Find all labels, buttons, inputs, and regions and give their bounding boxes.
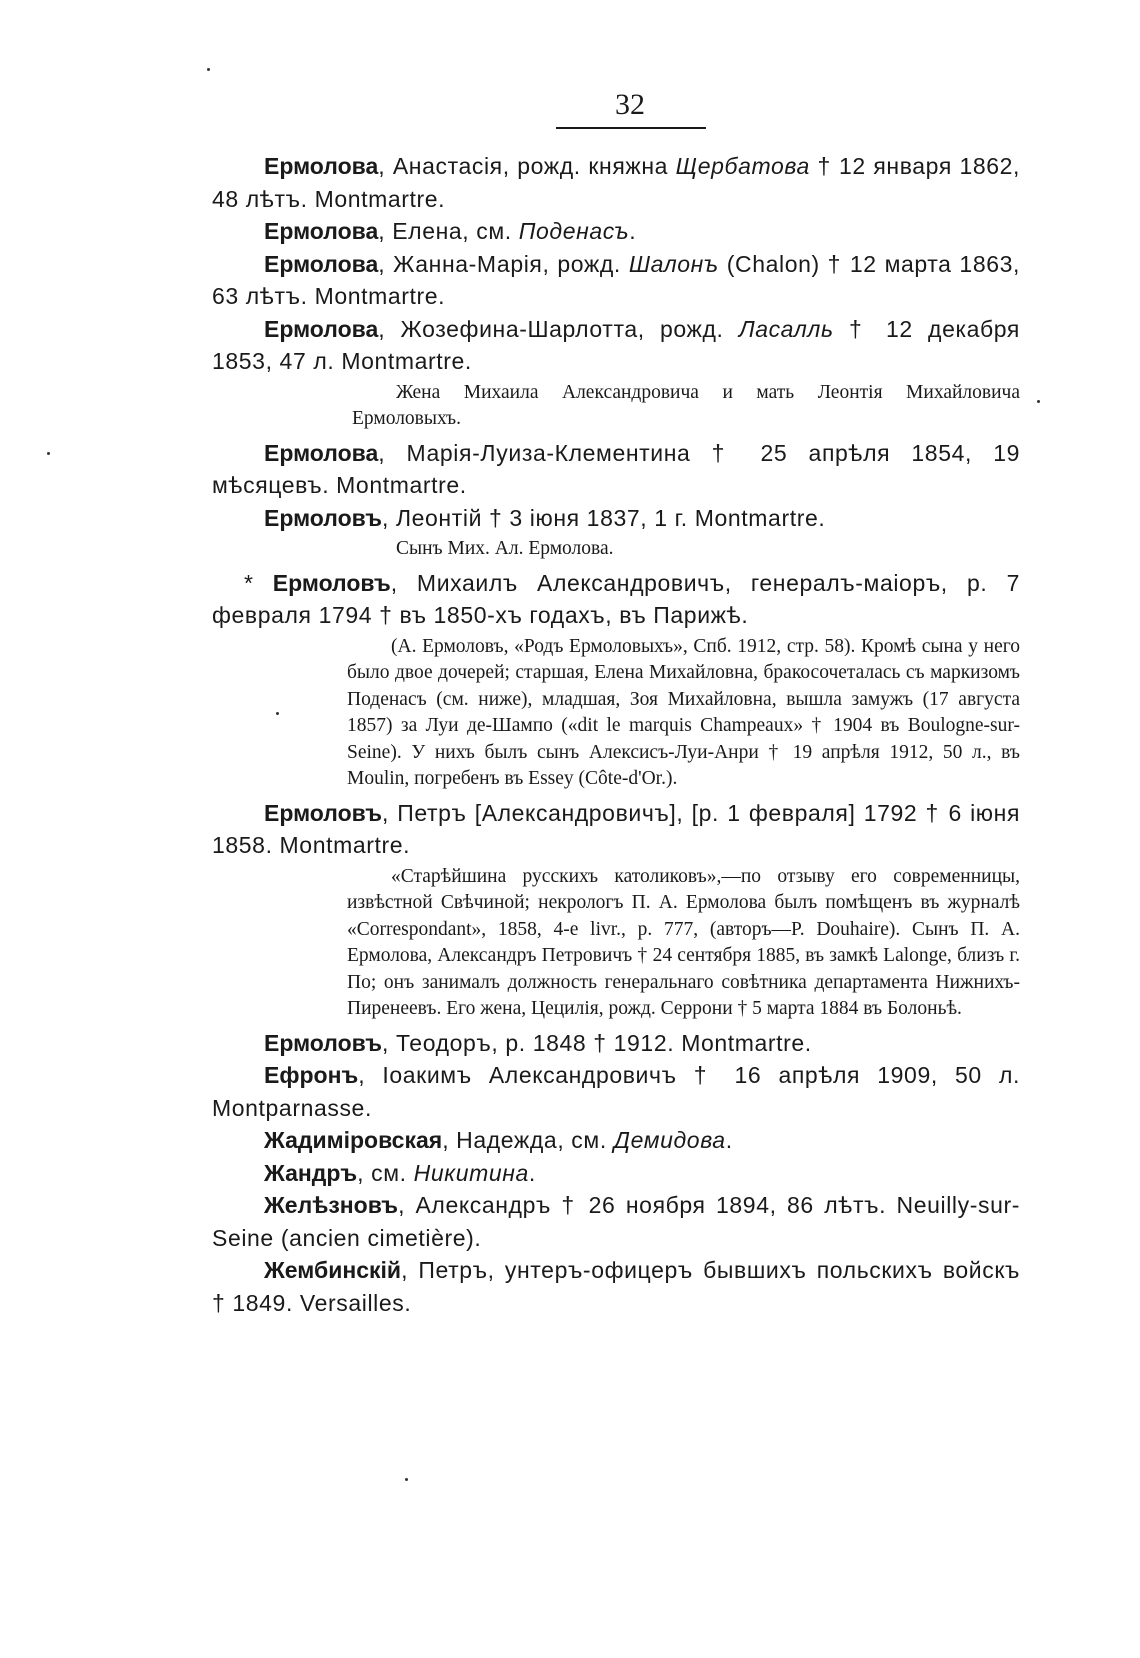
entry-name: Ермолова — [264, 218, 379, 244]
scan-speck — [1037, 400, 1040, 403]
entries-column — [212, 150, 1020, 1319]
entry: Ермоловъ, Петръ [Александровичъ], [р. 1 февраля] 1792 † 6 іюня 1858. Montmartre. — [212, 799, 1020, 858]
entry-name: Ермолова — [264, 315, 379, 342]
entry: * Ермоловъ, Михаилъ Александровичъ, генералъ-маіоръ, р. 7 февраля 1794 † въ 1850-хъ годахъ, въ Парижѣ. — [212, 569, 1020, 628]
entry: Ермолова, Марія-Луиза-Клементина † 25 апрѣля 1854, 19 мѣсяцевъ. Montmartre. — [212, 439, 1020, 498]
entry-note: «Старѣйшина русскихъ католиковъ»,—по отзыву его современницы, извѣстной Свѣчиной; некрологъ П. А. Ермолова былъ помѣщенъ въ журналѣ «Correspondant», 1858, 4-е livr., p. 777, (авторъ—P. Douhaire). Сынъ П. А. Ермолова, Александръ Петровичъ † 24 сентября 1885, въ замкѣ Lalonge, близъ г. По; онъ занималъ должность генеральнаго совѣтника департамента Нижнихъ-Пиренеевъ. Его жена, Цецилія, рожд. Серрони † 5 марта 1884 въ Болоньѣ. — [347, 865, 1020, 1019]
scan-speck — [207, 68, 210, 71]
entry: Ермолова, Анастасія, рожд. княжна Щербатова † 12 января 1862, 48 лѣтъ. Montmartre. — [212, 153, 1021, 212]
entry: Жембинскій, Петръ, унтеръ-офицеръ бывшихъ польскихъ войскъ † 1849. Versailles. — [212, 1257, 1020, 1316]
entry-name: Желѣзновъ — [264, 1192, 399, 1218]
entry-name: Ермолова — [264, 439, 379, 466]
entry-note: (А. Ермоловъ, «Родъ Ермоловыхъ», Спб. 1912, стр. 58). Кромѣ сына у него было двое дочерей; старшая, Елена Михайловна, бракосочеталась съ маркизомъ Поденасъ (см. ниже), младшая, Зоя Михайловна, вышла замужъ (17 августа 1857) за Луи де-Шампо («dit le marquis Champeaux» † 1904 въ Boulogne-sur-Seine). У нихъ былъ сынъ Алексисъ-Луи-Анри † 19 апрѣля 1912, 50 л., въ Moulin, погребенъ въ Essey (Côte-d'Or.). — [347, 635, 1020, 789]
entry-italic-name: Поденасъ — [518, 218, 630, 244]
asterisk-marker: * — [244, 569, 273, 596]
entry-note: Жена Михаила Александровича и мать Леонтія Михайловича Ермоловыхъ. — [352, 381, 1020, 429]
page-number: 32 — [615, 88, 645, 121]
entry: Ефронъ, Іоакимъ Александровичъ † 16 апрѣля 1909, 50 л. Montparnasse. — [212, 1062, 1020, 1121]
entry-italic-name: Ласалль — [738, 315, 834, 342]
entry: Ермоловъ, Леонтій † 3 іюня 1837, 1 г. Montmartre. — [264, 504, 826, 531]
entry-name: Ермолова — [264, 250, 379, 277]
entry: Ермолова, Елена, см. Поденасъ. — [264, 218, 637, 244]
entry: Жандръ, см. Никитина. — [264, 1159, 536, 1186]
entry-name: Ермоловъ — [264, 504, 382, 531]
page-number-rule — [556, 127, 706, 129]
entry-name: Ермоловъ — [264, 1029, 382, 1056]
entry-italic-name: Щербатова — [675, 153, 810, 179]
entry: Ермолова, Жозефина-Шарлотта, рожд. Ласалль † 12 декабря 1853, 47 л. Montmartre. — [212, 315, 1020, 374]
entry-name: Ермоловъ — [272, 569, 391, 596]
entry-name: Ефронъ — [264, 1062, 359, 1088]
entry: Ермоловъ, Теодоръ, р. 1848 † 1912. Montmartre. — [264, 1029, 812, 1056]
entry: Ермолова, Жанна-Марія, рожд. Шалонъ (Chalon) † 12 марта 1863, 63 лѣтъ. Montmartre. — [212, 250, 1020, 309]
scan-speck — [405, 1478, 408, 1481]
entry-name: Ермолова — [264, 153, 379, 179]
entry-note: Сынъ Мих. Ал. Ермолова. — [396, 538, 614, 559]
entry-name: Ермоловъ — [264, 799, 382, 826]
entry: Желѣзновъ, Александръ † 26 ноября 1894, 86 лѣтъ. Neuilly-sur-Seine (ancien cimetière). — [212, 1192, 1020, 1251]
entry-name: Жадиміровская — [264, 1127, 443, 1153]
entry-italic-name: Никитина — [413, 1159, 529, 1186]
entry-italic-name: Шалонъ — [628, 250, 719, 277]
entry: Жадиміровская, Надежда, см. Демидова. — [264, 1127, 733, 1153]
entry-name: Жембинскій — [264, 1257, 402, 1283]
entry-italic-name: Демидова — [613, 1127, 726, 1153]
entry-name: Жандръ — [264, 1159, 358, 1186]
scan-speck — [47, 452, 50, 455]
